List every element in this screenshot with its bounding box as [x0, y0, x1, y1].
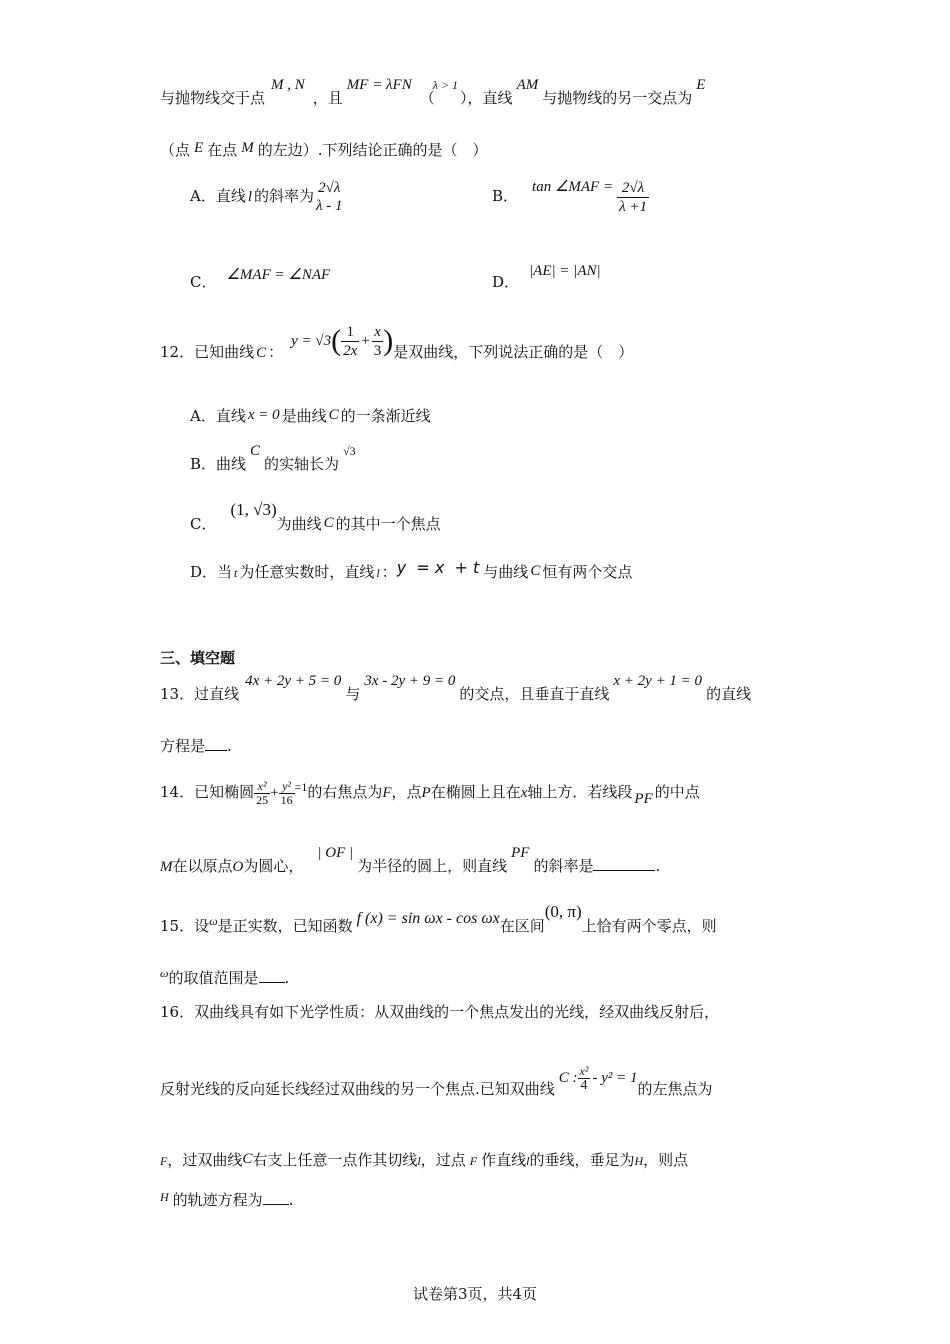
math: y = √3	[291, 333, 332, 349]
fraction	[279, 780, 295, 807]
text: 的直线	[706, 685, 752, 703]
math: P	[421, 785, 431, 801]
math: C	[256, 345, 267, 361]
text: 的其中一个焦点	[335, 515, 441, 533]
answer-blank[interactable]	[259, 968, 285, 983]
numerator: x²	[579, 1063, 589, 1078]
q12-stem	[160, 323, 634, 379]
text: .	[227, 737, 232, 755]
text: 的轨迹方程为	[172, 1191, 263, 1209]
text: 上恰有两个零点，则	[581, 917, 717, 935]
text: 的垂线，垂足为	[529, 1151, 635, 1169]
numerator: 2√λ	[318, 180, 341, 196]
text: ），直线	[460, 89, 513, 107]
math: PF	[511, 845, 530, 861]
math: 3x - 2y + 9 = 0	[364, 673, 456, 689]
math: ω	[209, 914, 218, 928]
text: （点	[160, 141, 191, 159]
text: 的交点，且垂直于直线	[459, 685, 610, 703]
math: O	[232, 859, 244, 875]
text: （	[419, 89, 435, 107]
text: ：	[268, 343, 284, 361]
math: C	[242, 1151, 253, 1167]
numerator: x²	[254, 780, 270, 794]
denominator: 25	[256, 792, 269, 807]
text: 为任意实数时，直线	[239, 563, 375, 581]
text: 为半径的圆上，则直线	[357, 857, 508, 875]
text: 的斜率为	[254, 187, 315, 205]
numerator: 1	[341, 323, 359, 342]
q12-option-b	[190, 443, 356, 475]
text: 为曲线	[276, 515, 322, 533]
math: M , N	[271, 77, 305, 93]
math: PF	[634, 791, 653, 807]
q11-option-d	[492, 263, 601, 293]
text: D．当	[190, 563, 233, 581]
math: √3	[343, 444, 356, 458]
text: ，点	[391, 783, 422, 801]
math: λ > 1	[432, 78, 459, 92]
text: B．曲线	[190, 455, 247, 473]
text: 在点	[207, 141, 238, 159]
text: 与曲线	[483, 563, 529, 581]
math: M	[160, 859, 173, 875]
q11-option-c	[190, 267, 331, 293]
math: x + 2y + 1 = 0	[613, 673, 703, 689]
text: 作直线	[481, 1151, 527, 1169]
fraction	[617, 179, 649, 216]
paren: )	[383, 324, 394, 357]
math: l	[247, 189, 253, 205]
text: C．	[190, 515, 217, 533]
fraction	[254, 780, 270, 807]
q16-line4	[160, 1190, 293, 1211]
q11-option-a	[190, 176, 345, 217]
math: l	[526, 1154, 530, 1168]
text: 的斜率是	[533, 857, 594, 875]
text: 是双曲线，下列说法正确的是（ ）	[393, 343, 634, 361]
option-label: A．直线	[190, 187, 246, 205]
text: 的一条渐近线	[340, 407, 431, 425]
math: 4x + 2y + 5 = 0	[245, 673, 342, 689]
math: +	[270, 785, 279, 801]
math: AM	[516, 77, 539, 93]
text: ：	[381, 563, 397, 581]
q14-line2	[160, 845, 661, 877]
fraction	[578, 1065, 591, 1092]
text: 轴上方．若线段	[527, 783, 633, 801]
q11-option-b	[492, 176, 649, 217]
text: 与抛物线交于点	[160, 89, 266, 107]
text: ，则点	[643, 1151, 689, 1169]
text: ，且	[312, 89, 343, 107]
math: F	[160, 1154, 168, 1168]
text: 在椭圆上且在	[430, 783, 521, 801]
fraction	[372, 323, 384, 360]
text: 的取值范围是	[168, 969, 259, 987]
math: l	[417, 1154, 421, 1168]
math: - y² = 1	[592, 1070, 638, 1086]
math: | OF |	[317, 845, 354, 861]
text: 的左边）.下列结论正确的是（ ）	[257, 141, 488, 159]
text: 方程是	[160, 737, 206, 755]
section-heading: 三、填空题	[160, 649, 236, 667]
q15-line1	[160, 902, 717, 937]
text: 右支上任意一点作其切线	[252, 1151, 418, 1169]
q14-line1	[160, 772, 700, 813]
option-label: D．	[492, 273, 520, 291]
math: f (x) = sin ωx - cos ωx	[356, 910, 500, 927]
text: 是正实数，已知函数	[217, 917, 353, 935]
q13-line1	[160, 673, 752, 705]
text: 反射光线的反向延长线经过双曲线的另一个焦点.已知双曲线	[160, 1080, 555, 1098]
math: E	[696, 77, 706, 93]
text: 的左焦点为	[637, 1080, 713, 1098]
text: 在区间	[499, 917, 545, 935]
fraction	[341, 323, 359, 360]
denominator: 3	[373, 342, 382, 359]
section-title	[160, 648, 235, 668]
math: x = 0	[247, 407, 280, 423]
q13-line2	[160, 736, 232, 756]
option-label: B．	[492, 187, 519, 205]
text: 恒有两个交点	[542, 563, 633, 581]
text: 14．已知椭圆	[160, 783, 255, 801]
text: .	[284, 969, 290, 987]
math: C :	[558, 1070, 578, 1086]
denominator: 2x	[343, 342, 358, 359]
math: ω	[160, 966, 169, 980]
math: y = x + t	[396, 558, 480, 577]
math: F	[382, 785, 392, 801]
text: 12．已知曲线	[160, 343, 255, 361]
math: E	[194, 140, 204, 156]
denominator: λ - 1	[316, 198, 343, 214]
math: ∠MAF = ∠NAF	[226, 267, 331, 283]
q15-line2	[160, 968, 289, 989]
math: M	[241, 140, 254, 156]
math: +	[361, 333, 370, 349]
answer-blank[interactable]	[263, 1190, 289, 1205]
math: C	[328, 407, 339, 423]
q11-line2	[160, 140, 487, 161]
math: MF = λFN	[346, 77, 412, 93]
text: .	[288, 1191, 294, 1209]
q12-option-c	[190, 500, 441, 535]
numerator: x	[372, 323, 384, 342]
math: x	[520, 785, 528, 801]
page-number: 试卷第3页，共4页	[412, 1285, 538, 1303]
math: H	[634, 1154, 644, 1168]
math: t	[234, 566, 238, 580]
text: ，过点	[420, 1151, 466, 1169]
math: C	[530, 563, 541, 579]
math: F	[469, 1154, 478, 1168]
text: 的右焦点为	[307, 783, 383, 801]
text: 为圆心，	[243, 857, 304, 875]
text: 与抛物线的另一交点为	[542, 89, 693, 107]
text: 与	[345, 685, 361, 703]
text: 的实轴长为	[264, 455, 340, 473]
answer-blank[interactable]	[593, 856, 655, 871]
paren: (	[331, 324, 342, 357]
fraction	[314, 179, 345, 215]
math: |AE| = |AN|	[529, 263, 601, 279]
math: C	[250, 443, 261, 459]
math: C	[323, 515, 334, 531]
denominator: 16	[280, 792, 293, 807]
text: 13．过直线	[160, 685, 240, 703]
text: 15．设	[160, 917, 210, 935]
text: A．直线	[190, 407, 246, 425]
text: ，过双曲线	[167, 1151, 243, 1169]
q16-line3	[160, 1150, 688, 1171]
math: =1	[294, 780, 308, 794]
denominator: λ +1	[619, 198, 647, 215]
math: H	[160, 1190, 169, 1204]
math: (0, π)	[544, 902, 582, 921]
text: 是曲线	[281, 407, 327, 425]
answer-blank[interactable]	[205, 736, 227, 751]
math: l	[376, 566, 380, 580]
math: tan ∠MAF =	[532, 179, 614, 195]
page-footer	[0, 1284, 950, 1304]
text: 在以原点	[172, 857, 233, 875]
math: (1, √3)	[230, 500, 277, 519]
denominator: 4	[580, 1077, 588, 1093]
numerator: y²	[279, 780, 295, 794]
q16-line2	[160, 1062, 713, 1117]
text: .	[655, 857, 661, 875]
numerator: 2√λ	[617, 179, 649, 198]
text: 16．双曲线具有如下光学性质：从双曲线的一个焦点发出的光线，经双曲线反射后，	[160, 1003, 720, 1021]
q12-option-a	[190, 406, 431, 427]
option-label: C．	[190, 273, 217, 291]
q16-line1	[160, 1002, 719, 1022]
text: 的中点	[654, 783, 700, 801]
q12-option-d	[190, 558, 633, 583]
